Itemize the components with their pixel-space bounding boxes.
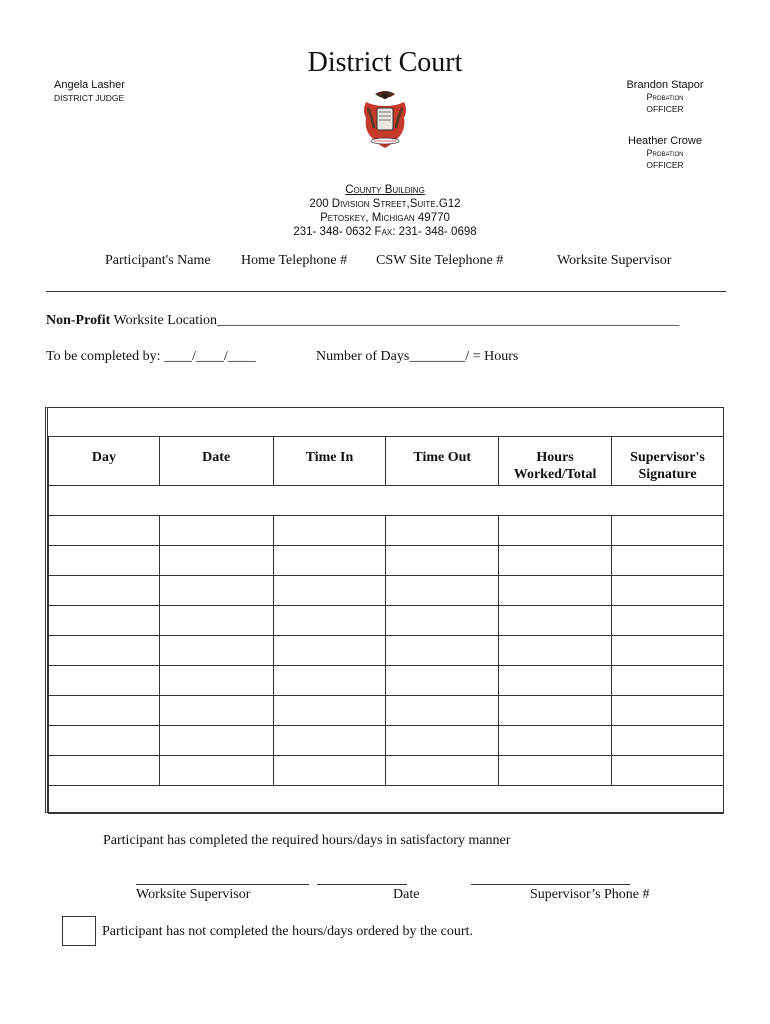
table-cell[interactable] xyxy=(386,576,499,606)
completed-by-field[interactable]: To be completed by: ____/____/____ xyxy=(46,349,256,364)
table-cell[interactable] xyxy=(49,546,160,576)
judge-name: Angela Lasher xyxy=(54,79,125,91)
table-cell[interactable] xyxy=(499,636,612,666)
table-cell[interactable] xyxy=(159,726,273,756)
table-cell[interactable] xyxy=(273,726,386,756)
column-header-day: Day xyxy=(49,437,160,486)
table-cell[interactable] xyxy=(499,606,612,636)
table-cell[interactable] xyxy=(499,516,612,546)
not-completed-checkbox[interactable] xyxy=(62,916,96,946)
column-header-time-out: Time Out xyxy=(386,437,499,486)
table-cell[interactable] xyxy=(612,636,724,666)
column-header-hours-worked: Hours Worked/Total xyxy=(499,437,612,486)
column-header-time-in: Time In xyxy=(273,437,386,486)
table-cell[interactable] xyxy=(49,726,160,756)
table-cell[interactable] xyxy=(386,756,499,786)
table-row xyxy=(49,696,724,726)
table-cell[interactable] xyxy=(386,606,499,636)
table-cell[interactable] xyxy=(386,516,499,546)
table-cell[interactable] xyxy=(499,726,612,756)
michigan-seal-icon xyxy=(360,88,410,150)
table-cell[interactable] xyxy=(499,696,612,726)
probation-officer-2 xyxy=(610,135,720,171)
table-cell[interactable] xyxy=(612,666,724,696)
officer-title-line2: OFFICER xyxy=(646,104,684,114)
table-cell[interactable] xyxy=(159,696,273,726)
worksite-location-field[interactable] xyxy=(46,313,679,329)
time-log-grid xyxy=(48,436,724,814)
time-log-table xyxy=(45,407,724,813)
table-cell[interactable] xyxy=(612,756,724,786)
table-row xyxy=(49,576,724,606)
participant-info-line[interactable] xyxy=(46,291,726,292)
sig-phone-label: Supervisor’s Phone # xyxy=(530,887,650,902)
table-row xyxy=(49,546,724,576)
address-line2: 200 Division Street,Suite.G12 xyxy=(309,198,461,210)
worksite-supervisor-label: Worksite Supervisor xyxy=(557,253,672,268)
table-footer-cell xyxy=(49,786,724,814)
table-cell[interactable] xyxy=(159,606,273,636)
address-line4: 231- 348- 0632 Fax: 231- 348- 0698 xyxy=(293,226,477,238)
officer-title-line2: OFFICER xyxy=(646,160,684,170)
nonprofit-label: Non-Profit xyxy=(46,313,111,328)
table-spacer-cell xyxy=(49,486,724,516)
officer-title-line1: Probation xyxy=(646,92,684,102)
table-cell[interactable] xyxy=(49,606,160,636)
table-cell[interactable] xyxy=(273,756,386,786)
officer-name: Brandon Stapor xyxy=(626,79,704,91)
sig-date-label: Date xyxy=(393,887,420,902)
completed-statement: Participant has completed the required hours/days in satisfactory manner xyxy=(103,833,511,848)
table-cell[interactable] xyxy=(273,546,386,576)
table-cell[interactable] xyxy=(386,726,499,756)
table-cell[interactable] xyxy=(49,516,160,546)
participant-name-label: Participant's Name xyxy=(105,253,211,268)
table-cell[interactable] xyxy=(499,546,612,576)
home-telephone-label: Home Telephone # xyxy=(241,253,348,268)
table-cell[interactable] xyxy=(159,576,273,606)
worksite-location-label: Worksite Location__________________________________________________________________ xyxy=(113,313,680,328)
number-of-days-field[interactable]: Number of Days________/ = Hours xyxy=(316,349,519,364)
table-cell[interactable] xyxy=(49,696,160,726)
table-cell[interactable] xyxy=(49,576,160,606)
officer-title-line1: Probation xyxy=(646,148,684,158)
table-cell[interactable] xyxy=(49,666,160,696)
address-block xyxy=(0,183,770,239)
csw-site-telephone-label: CSW Site Telephone # xyxy=(376,253,504,268)
officer-name: Heather Crowe xyxy=(628,135,702,147)
table-cell[interactable] xyxy=(499,576,612,606)
table-row xyxy=(49,516,724,546)
table-row xyxy=(49,636,724,666)
table-row xyxy=(49,606,724,636)
table-cell[interactable] xyxy=(159,546,273,576)
table-cell[interactable] xyxy=(159,666,273,696)
table-row xyxy=(49,666,724,696)
address-line1: County Building xyxy=(345,184,425,196)
column-header-date: Date xyxy=(159,437,273,486)
table-cell[interactable] xyxy=(273,696,386,726)
supervisor-phone-line[interactable] xyxy=(471,884,630,885)
judge-title: DISTRICT JUDGE xyxy=(54,93,125,103)
table-cell[interactable] xyxy=(273,666,386,696)
table-cell[interactable] xyxy=(273,636,386,666)
table-cell[interactable] xyxy=(612,576,724,606)
table-cell[interactable] xyxy=(386,666,499,696)
column-header-supervisor-signature: Supervisor's Signature xyxy=(612,437,724,486)
table-cell[interactable] xyxy=(49,636,160,666)
worksite-supervisor-signature-line[interactable] xyxy=(136,884,309,885)
table-cell[interactable] xyxy=(612,546,724,576)
table-cell[interactable] xyxy=(499,756,612,786)
probation-officer-1 xyxy=(610,79,720,115)
date-signature-line[interactable] xyxy=(317,884,407,885)
table-cell[interactable] xyxy=(386,636,499,666)
table-cell[interactable] xyxy=(273,516,386,546)
address-line3: Petoskey, Michigan 49770 xyxy=(320,212,450,224)
table-cell[interactable] xyxy=(386,546,499,576)
table-cell[interactable] xyxy=(159,516,273,546)
table-cell[interactable] xyxy=(159,636,273,666)
table-row xyxy=(49,726,724,756)
table-cell[interactable] xyxy=(49,756,160,786)
table-cell[interactable] xyxy=(159,756,273,786)
not-completed-statement: Participant has not completed the hours/days ordered by the court. xyxy=(102,924,473,939)
table-spacer-row xyxy=(49,486,724,516)
table-cell[interactable] xyxy=(273,606,386,636)
table-cell[interactable] xyxy=(273,576,386,606)
court-title: District Court xyxy=(307,47,463,78)
table-cell[interactable] xyxy=(612,516,724,546)
sig-worksite-supervisor-label: Worksite Supervisor xyxy=(136,887,251,902)
table-footer-row xyxy=(49,786,724,814)
table-cell[interactable] xyxy=(386,696,499,726)
table-cell[interactable] xyxy=(612,606,724,636)
table-row xyxy=(49,756,724,786)
table-cell[interactable] xyxy=(499,666,612,696)
table-cell[interactable] xyxy=(612,726,724,756)
table-cell[interactable] xyxy=(612,696,724,726)
